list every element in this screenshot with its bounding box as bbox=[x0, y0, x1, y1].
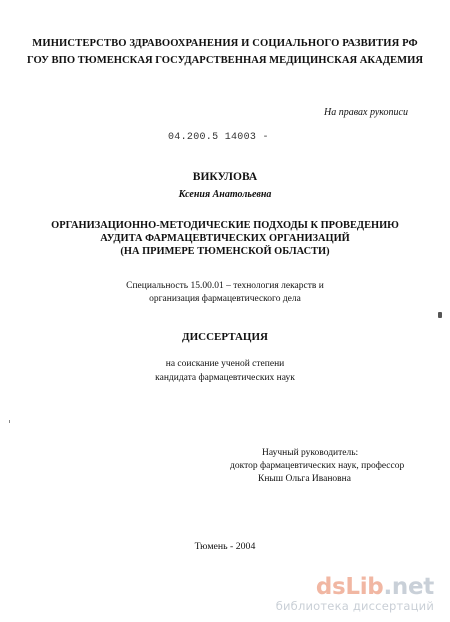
ministry-name: МИНИСТЕРСТВО ЗДРАВООХРАНЕНИЯ И СОЦИАЛЬНОГО РАЗВИТИЯ РФ bbox=[32, 38, 418, 49]
watermark-logo-main: dsLib bbox=[315, 574, 384, 600]
scan-mark bbox=[9, 420, 10, 423]
watermark-subtitle: библиотека диссертаций bbox=[275, 599, 434, 613]
city-year: Тюмень - 2004 bbox=[194, 541, 256, 552]
work-type: ДИССЕРТАЦИЯ bbox=[182, 331, 268, 343]
author-name: Ксения Анатольевна bbox=[178, 189, 272, 200]
supervisor-degree: доктор фармацевтических наук, профессор bbox=[230, 461, 405, 471]
author-surname: ВИКУЛОВА bbox=[192, 171, 258, 183]
academy-name: ГОУ ВПО ТЮМЕНСКАЯ ГОСУДАРСТВЕННАЯ МЕДИЦИНСКАЯ АКАДЕМИЯ bbox=[26, 55, 424, 66]
watermark-logo bbox=[276, 575, 434, 599]
supervisor-name: Кныш Ольга Ивановна bbox=[258, 474, 351, 484]
dslib-watermark bbox=[276, 575, 434, 613]
degree-line-2: кандидата фармацевтических наук bbox=[155, 373, 295, 383]
degree-line-1: на соискание ученой степени bbox=[165, 359, 285, 369]
registration-stamp: 04.200.5 14003 - bbox=[168, 132, 269, 143]
thesis-title-line-2: АУДИТА ФАРМАЦЕВТИЧЕСКИХ ОРГАНИЗАЦИЙ bbox=[100, 233, 350, 244]
manuscript-rights-note: На правах рукописи bbox=[324, 107, 408, 118]
supervisor-heading: Научный руководитель: bbox=[262, 448, 359, 458]
scan-speck bbox=[438, 312, 442, 318]
watermark-logo-suffix: .net bbox=[383, 574, 434, 600]
specialty-line-2: организация фармацевтического дела bbox=[149, 294, 301, 304]
thesis-title-line-1: ОРГАНИЗАЦИОННО-МЕТОДИЧЕСКИЕ ПОДХОДЫ К ПРОВЕДЕНИЮ bbox=[51, 220, 399, 231]
specialty-line-1: Специальность 15.00.01 – технология лекарств и bbox=[126, 281, 324, 291]
thesis-title-line-3: (НА ПРИМЕРЕ ТЮМЕНСКОЙ ОБЛАСТИ) bbox=[120, 246, 330, 257]
